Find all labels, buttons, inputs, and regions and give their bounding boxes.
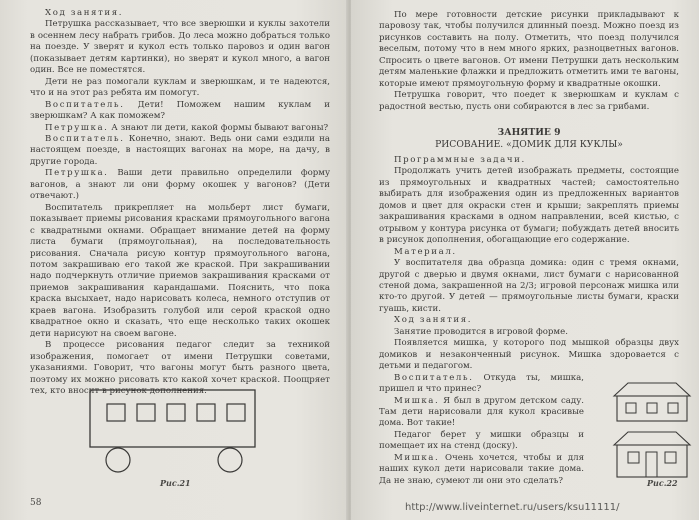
right-page: [351, 0, 699, 520]
speaker-label: Петрушка.: [45, 122, 109, 133]
paragraph: [379, 315, 679, 326]
paragraph-text: Откуда ты, мишка, пришел и что принес?: [379, 372, 584, 395]
paragraph: [379, 90, 679, 113]
left-page: [0, 0, 348, 520]
paragraph: [379, 430, 584, 453]
page-number: 58: [30, 498, 42, 508]
paragraph: [379, 327, 679, 338]
dialogue-block: [379, 373, 584, 488]
paragraph-text: Воспитатель прикрепляет на мольберт лист бумаги, показывает приемы рисования красками прямоугольного вагона с квадратными окнами. Обращает внимание детей на форму листа бумаги (прямоугольная), на последовательность рисования. Сначала рисую контур прямоугольного вагона, потом закрашиваю его такой же краской. При закрашивании надо подчеркнуть отличие приемов закрашивания красками от приемов закрашивания карандашами. Пояснить, что пока краска высыхает, надо нарисовать колеса, немного отступив от краев вагона. Изобразить голубой или серой краской одно квадратное окно и сказать, что еще несколько таких окошек дети нарисуют на своем вагоне.: [30, 202, 330, 339]
watermark-url[interactable]: http://www.liveinternet.ru/users/ksu11111/: [405, 502, 620, 513]
paragraph: [30, 134, 330, 168]
speaker-label: Мишка.: [394, 452, 440, 463]
speaker-label: Ход занятия.: [45, 8, 124, 18]
paragraph-text: Очень хочется, чтобы и для наших кукол дети нарисовали такие дома. Да не знаю, сумеют ли они это сделать?: [379, 452, 584, 486]
lesson-heading: ЗАНЯТИЕ 9: [497, 127, 561, 139]
paragraph: [30, 19, 330, 76]
speaker-label: Воспитатель.: [394, 372, 474, 383]
figure-21-caption: Рис.21: [160, 478, 191, 488]
figure-21-train-car: [85, 385, 260, 490]
paragraph: [30, 168, 330, 202]
paragraph-text: Продолжать учить детей изображать предметы, состоящие из прямоугольных и квадратных частей; самостоятельно выбирать для изображения один из предложенных вариантов домов и цвет для окраски стен и крыши; закреплять приемы закрашивания красками в одном направлении, всей кистью, с отрывом у контура рисунка от бумаги; побуждать детей вносить в рисунок дополнения, обогащающие его содержание.: [379, 166, 679, 246]
paragraph-text: Дети не раз помогали куклам и зверюшкам, и те надеются, что и на этот раз ребята им помогут.: [30, 76, 330, 99]
paragraph-text: Дети! Поможем нашим куклам и зверюшкам? А как поможем?: [30, 99, 330, 122]
paragraph-text: Петрушка говорит, что поедет к зверюшкам и куклам с радостной вестью, пусть они собираются в лес за грибами.: [379, 90, 679, 112]
paragraph: [379, 247, 679, 258]
speaker-label: Материал.: [394, 246, 457, 257]
paragraph-text: Ваши дети правильно определили форму вагонов, а знают ли они форму окошек у вагонов? (Дети отвечают.): [30, 168, 330, 202]
paragraph: [379, 396, 584, 430]
paragraph: [379, 10, 679, 90]
paragraph-text: А знают ли дети, какой формы бывают вагоны?: [108, 122, 329, 133]
paragraph: [379, 258, 679, 315]
left-page-text: [30, 8, 330, 397]
paragraph-text: Конечно, знают. Ведь они сами ездили на настоящем поезде, в настоящих вагонах на море, на дачу, в другие города.: [30, 133, 330, 167]
paragraph-text: Занятие проводится в игровой форме.: [394, 326, 568, 337]
speaker-label: Воспитатель.: [45, 99, 125, 110]
paragraph: [30, 100, 330, 123]
paragraph: [379, 166, 679, 246]
speaker-label: Программные задачи.: [394, 154, 526, 165]
speaker-label: Мишка.: [394, 395, 440, 406]
paragraph-text: Я был в другом детском саду. Там дети нарисовали для кукол красивые дома. Вот такие!: [379, 395, 584, 429]
paragraph: [30, 8, 330, 19]
paragraph-text: В процессе рисования педагог следит за техникой изображения, помогает от имени Петрушки советами, указаниями. Говорит, что вагоны могут быть разного цвета, поэтому их можно рисовать кто какой хочет краской. Поощряет тех, кто вносит в рисунок дополнения.: [30, 340, 330, 396]
paragraph-text: Педагог берет у мишки образцы и помещает их на стенд (доску).: [379, 429, 584, 452]
figure-22-caption: Рис.22: [647, 478, 678, 488]
paragraph-text: У воспитателя два образца домика: один с тремя окнами, другой с дверью и двумя окнами, лист бумаги с нарисованной стеной дома, закрашенной на 2/3; игровой персонаж мишка или кто-то другой. У детей — прямоугольные листы бумаги, краски гуашь, кисти.: [379, 258, 679, 314]
paragraph: [30, 77, 330, 100]
speaker-label: Петрушка.: [45, 168, 109, 179]
paragraph-text: Появляется мишка, у которого под мышкой образцы двух домиков и незаконченный рисунок. Мишка здоровается с детьми и педагогом.: [379, 338, 679, 372]
paragraph: [379, 155, 679, 166]
paragraph: [379, 453, 584, 487]
paragraph-text: Петрушка рассказывает, что все зверюшки и куклы захотели в осеннем лесу набрать грибов. До леса можно добраться только на поезде. У зверят и кукол есть только паровоз и один вагон (показывает детям картинки), но зверят и кукол много, а вагон один. Все не поместятся.: [30, 19, 330, 76]
figure-22-house-samples: [611, 380, 693, 480]
speaker-label: Ход занятия.: [394, 315, 473, 326]
paragraph-text: По мере готовности детские рисунки прикладывают к паровозу так, чтобы получился длинный поезд. Можно поезд из рисунков составить на полу. Отметить, что поезд получился веселым, потому что в нем много ярких, разноцветных вагонов. Спросить о цвете вагонов. От имени Петрушки дать нескольким детям маленькие флажки и предложить отметить ими те вагоны, которые имеют прямоугольную форму и квадратные окошки.: [379, 10, 679, 89]
paragraph: [379, 373, 584, 396]
paragraph: [30, 203, 330, 340]
lesson-title: РИСОВАНИЕ. «ДОМИК ДЛЯ КУКЛЫ»: [435, 138, 623, 150]
paragraph: [379, 338, 679, 372]
paragraph: [30, 123, 330, 134]
speaker-label: Воспитатель.: [45, 133, 125, 144]
